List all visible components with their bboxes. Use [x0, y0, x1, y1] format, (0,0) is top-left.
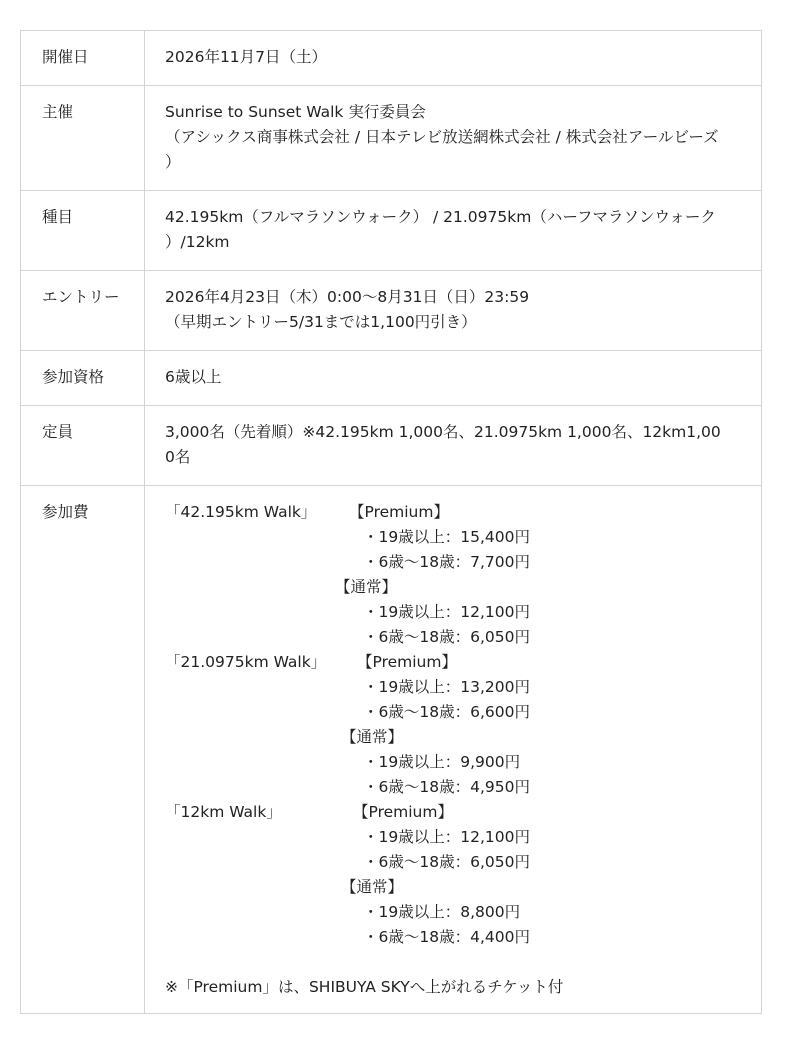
fee-item: ・19歳以上：13,200円 — [363, 678, 530, 696]
row-label-date: 開催日 — [42, 48, 89, 66]
fee-item: ・19歳以上：12,100円 — [363, 828, 530, 846]
premium-label: 【Premium】 — [349, 503, 449, 521]
organizer-companies-end: ） — [165, 153, 181, 171]
value-cell — [145, 271, 762, 351]
entry-period: 2026年4月23日（木）0:00〜8月31日（日）23:59 — [165, 288, 530, 306]
regular-label: 【通常】 — [335, 578, 398, 596]
table-row-events — [21, 191, 762, 271]
label-cell — [21, 351, 145, 406]
events-line-1: 42.195km（フルマラソンウォーク） / 21.0975km（ハーフマラソンウォーク — [165, 208, 716, 226]
label-cell — [21, 486, 145, 1014]
row-label-events: 種目 — [42, 208, 74, 226]
row-label-entry: エントリー — [42, 288, 120, 306]
fee-item: ・19歳以上：12,100円 — [363, 603, 530, 621]
table-row-organizer — [21, 86, 762, 191]
premium-label: 【Premium】 — [353, 803, 453, 821]
value-cell — [145, 406, 762, 486]
fee-item: ・6歳〜18歳：7,700円 — [363, 553, 530, 571]
regular-label: 【通常】 — [341, 878, 404, 896]
fee-item: ・6歳〜18歳：4,950円 — [363, 778, 530, 796]
fee-item: ・6歳〜18歳：4,400円 — [363, 928, 530, 946]
value-cell — [145, 86, 762, 191]
row-label-organizer: 主催 — [42, 103, 74, 121]
label-cell — [21, 406, 145, 486]
label-cell — [21, 271, 145, 351]
table-row-entry — [21, 271, 762, 351]
regular-label: 【通常】 — [341, 728, 404, 746]
value-cell — [145, 351, 762, 406]
course-name: 「42.195km Walk」 — [165, 503, 317, 521]
premium-note: ※「Premium」は、SHIBUYA SKYへ上がれるチケット付 — [165, 978, 564, 996]
value-cell — [145, 31, 762, 86]
value-cell — [145, 486, 762, 1014]
fee-item: ・19歳以上：15,400円 — [363, 528, 530, 546]
label-cell — [21, 31, 145, 86]
fee-item: ・19歳以上：9,900円 — [363, 753, 521, 771]
fee-item: ・6歳〜18歳：6,050円 — [363, 628, 530, 646]
event-date: 2026年11月7日（土） — [165, 48, 328, 66]
organizer-companies: （アシックス商事株式会社 / 日本テレビ放送網株式会社 / 株式会社アールビーズ — [165, 128, 719, 146]
fee-item: ・6歳〜18歳：6,600円 — [363, 703, 530, 721]
events-line-2: ）/12km — [165, 233, 230, 251]
table-row-date — [21, 31, 762, 86]
label-cell — [21, 191, 145, 271]
event-info-table — [20, 30, 762, 1014]
row-label-fees: 参加費 — [42, 503, 89, 521]
capacity-line-2: 0名 — [165, 448, 191, 466]
organizer-name: Sunrise to Sunset Walk 実行委員会 — [165, 103, 426, 121]
fee-list — [165, 500, 741, 996]
eligibility-value: 6歳以上 — [165, 368, 222, 386]
table-row-fees — [21, 486, 762, 1014]
course-name: 「12km Walk」 — [165, 803, 282, 821]
early-entry-note: （早期エントリー5/31までは1,100円引き） — [165, 313, 477, 331]
table-row-eligibility — [21, 351, 762, 406]
fee-item: ・19歳以上：8,800円 — [363, 903, 521, 921]
fee-item: ・6歳〜18歳：6,050円 — [363, 853, 530, 871]
capacity-line-1: 3,000名（先着順）※42.195km 1,000名、21.0975km 1,000名、12km1,00 — [165, 423, 721, 441]
premium-label: 【Premium】 — [357, 653, 457, 671]
row-label-capacity: 定員 — [42, 423, 74, 441]
value-cell — [145, 191, 762, 271]
row-label-eligibility: 参加資格 — [42, 368, 105, 386]
table-row-capacity — [21, 406, 762, 486]
label-cell — [21, 86, 145, 191]
course-name: 「21.0975km Walk」 — [165, 653, 327, 671]
